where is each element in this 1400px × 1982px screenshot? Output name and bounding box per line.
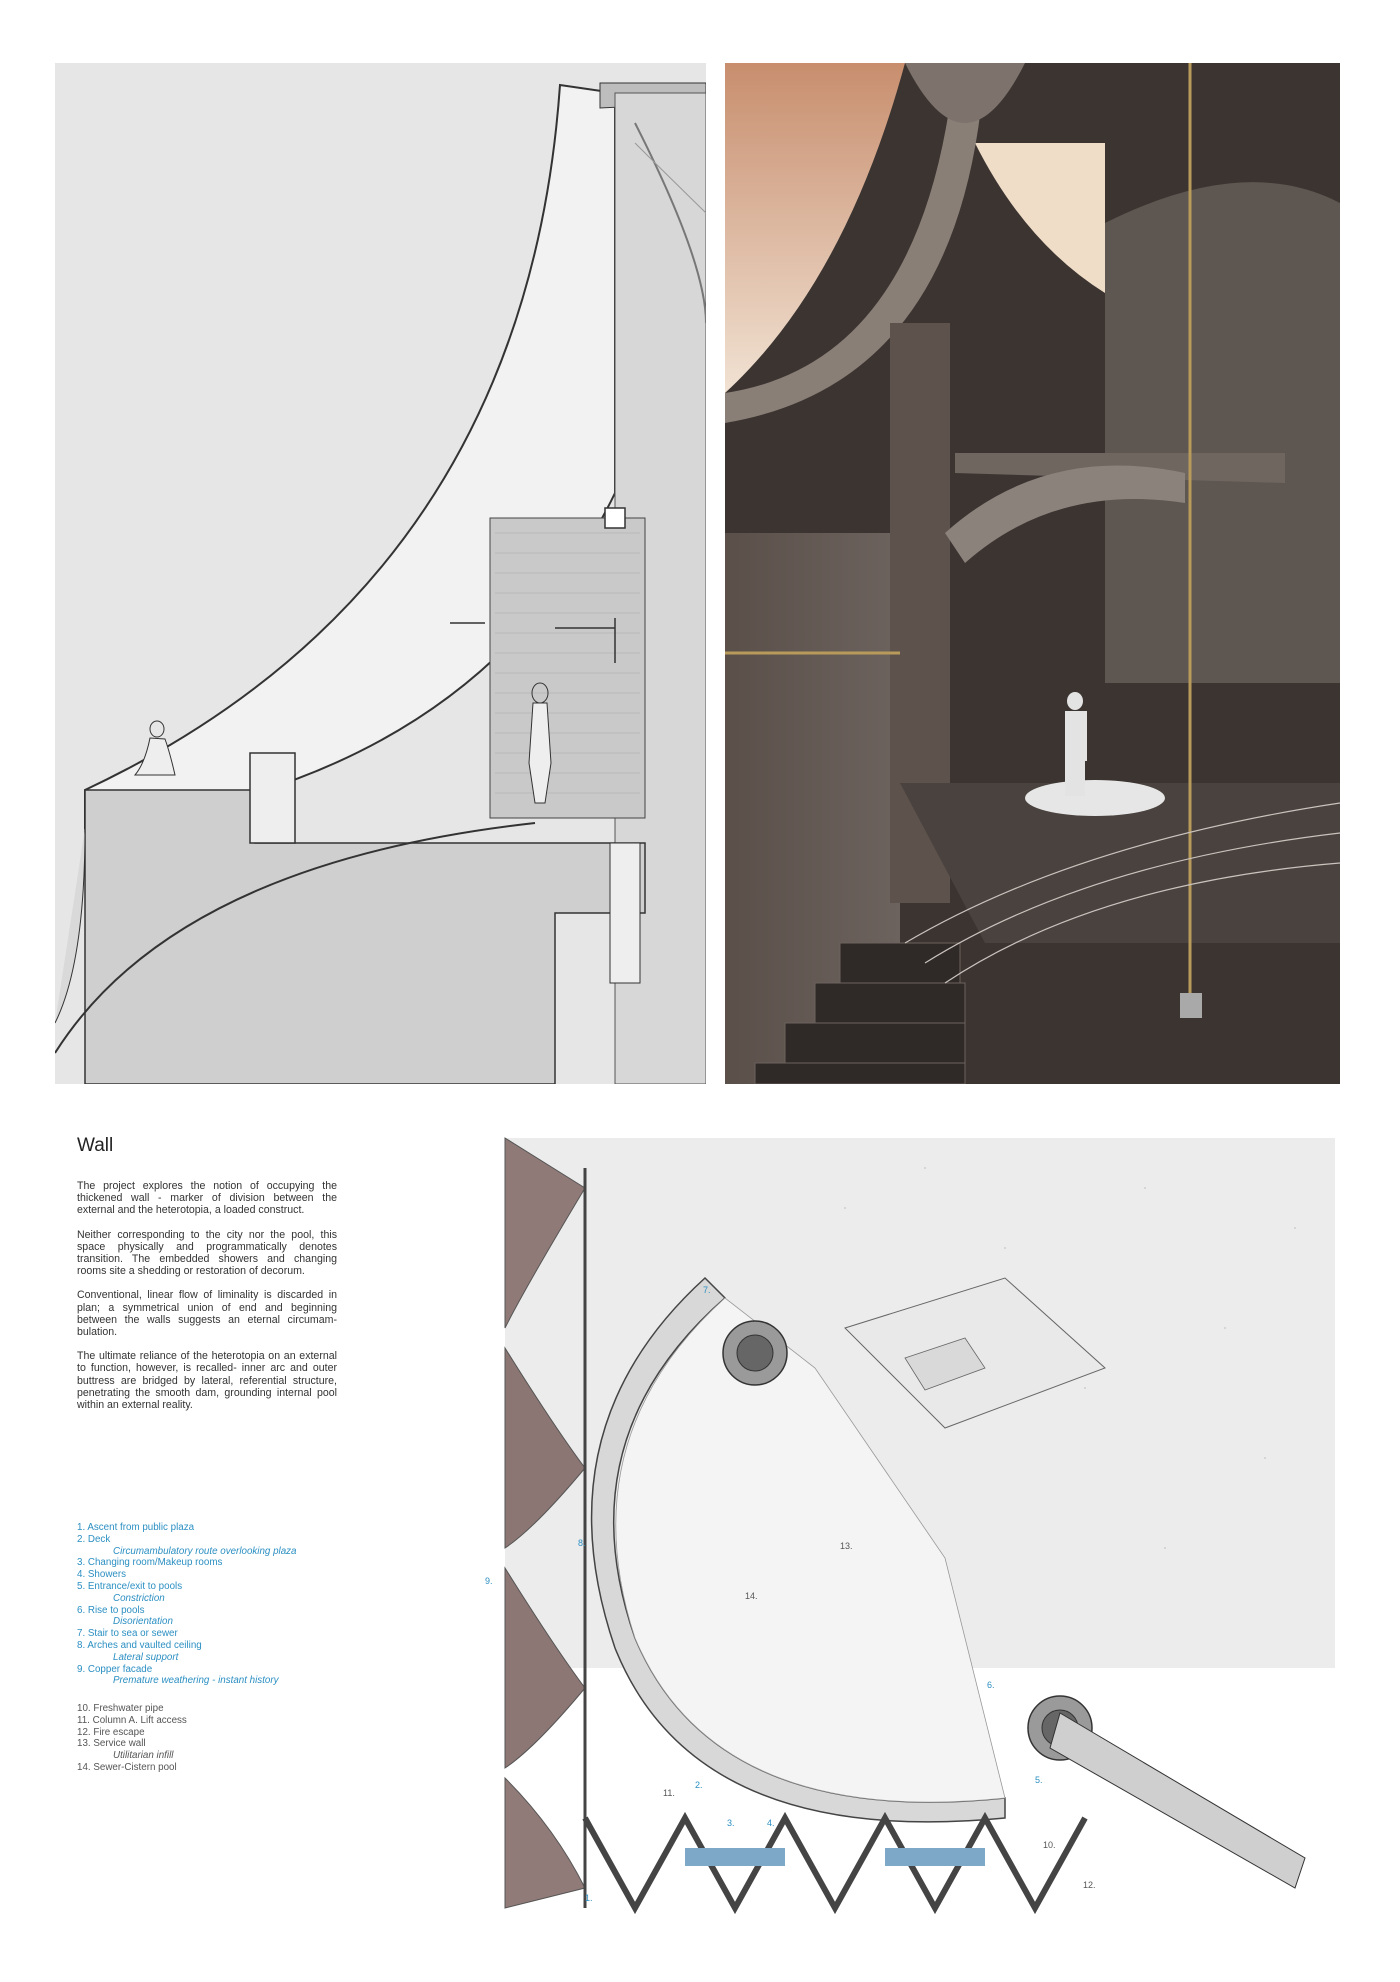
paragraph: The project explores the notion of occupying the thickened wall - marker of division between the external and the heterotopia, a loaded construct. — [77, 1180, 337, 1217]
legend-item: 13. Service wall — [77, 1738, 146, 1750]
plan-label-5: 5. — [1035, 1775, 1043, 1785]
legend-item: 3. Changing room/Makeup rooms — [77, 1557, 223, 1569]
legend-note: Circumambulatory route overlooking plaza — [113, 1545, 297, 1557]
paragraph: Conventional, linear flow of liminality is discarded in plan; a symmetrical union of end and beginning between the walls suggests an eternal circumam-bulation. — [77, 1289, 337, 1339]
plan-label-8: 8. — [578, 1538, 586, 1548]
legend-note: Utilitarian infill — [113, 1750, 174, 1762]
plan-label-4: 4. — [767, 1818, 775, 1828]
plan-label-2: 2. — [695, 1780, 703, 1790]
legend-item: 6. Rise to pools — [77, 1604, 145, 1616]
paragraph: Neither corresponding to the city nor the pool, this space physically and programmatically denotes transition. The embedded showers and changing rooms site a shedding or restoration of decorum. — [77, 1228, 337, 1278]
legend-services — [77, 1703, 357, 1774]
legend-note: Lateral support — [113, 1651, 179, 1663]
legend-item: 10. Freshwater pipe — [77, 1703, 164, 1714]
legend-program — [77, 1522, 357, 1687]
plan-label-3: 3. — [727, 1818, 735, 1828]
plan-label-9: 9. — [485, 1576, 493, 1586]
legend-item: 11. Column A. Lift access — [77, 1714, 187, 1726]
plan-label-11: 11. — [663, 1788, 675, 1798]
plan-label-1: 1. — [585, 1893, 593, 1903]
legend-note: Constriction — [113, 1592, 165, 1604]
legend-item: 12. Fire escape — [77, 1726, 145, 1738]
legend-item: 14. Sewer-Cistern pool — [77, 1761, 177, 1773]
legend-item: 1. Ascent from public plaza — [77, 1522, 195, 1533]
legend-item: 2. Deck — [77, 1533, 111, 1545]
interior-render — [725, 63, 1340, 1084]
section-drawing — [55, 63, 706, 1084]
legend-item: 9. Copper facade — [77, 1663, 153, 1675]
legend-item: 7. Stair to sea or sewer — [77, 1628, 178, 1640]
page-title: Wall — [77, 1135, 114, 1156]
plan-drawing — [445, 1128, 1340, 1960]
plan-label-13: 13. — [840, 1541, 853, 1551]
plan-label-12: 12. — [1083, 1880, 1096, 1890]
plan-label-6: 6. — [987, 1680, 995, 1690]
legend-item: 5. Entrance/exit to pools — [77, 1580, 183, 1592]
paragraph: The ultimate reliance of the heterotopia on an external to function, however, is recalled- inner arc and outer buttress are bridged by lateral, referential structure, penetrating the smooth dam, grounding internal pool within an external reality. — [77, 1350, 337, 1412]
plan-label-10: 10. — [1043, 1840, 1056, 1850]
legend-item: 8. Arches and vaulted ceiling — [77, 1639, 202, 1651]
description-block — [77, 1135, 337, 1423]
legend-note: Disorientation — [113, 1616, 173, 1628]
plan-label-14: 14. — [745, 1591, 758, 1601]
plan-label-7: 7. — [703, 1285, 711, 1295]
legend-note: Premature weathering - instant history — [113, 1675, 279, 1687]
legend-item: 4. Showers — [77, 1569, 127, 1581]
